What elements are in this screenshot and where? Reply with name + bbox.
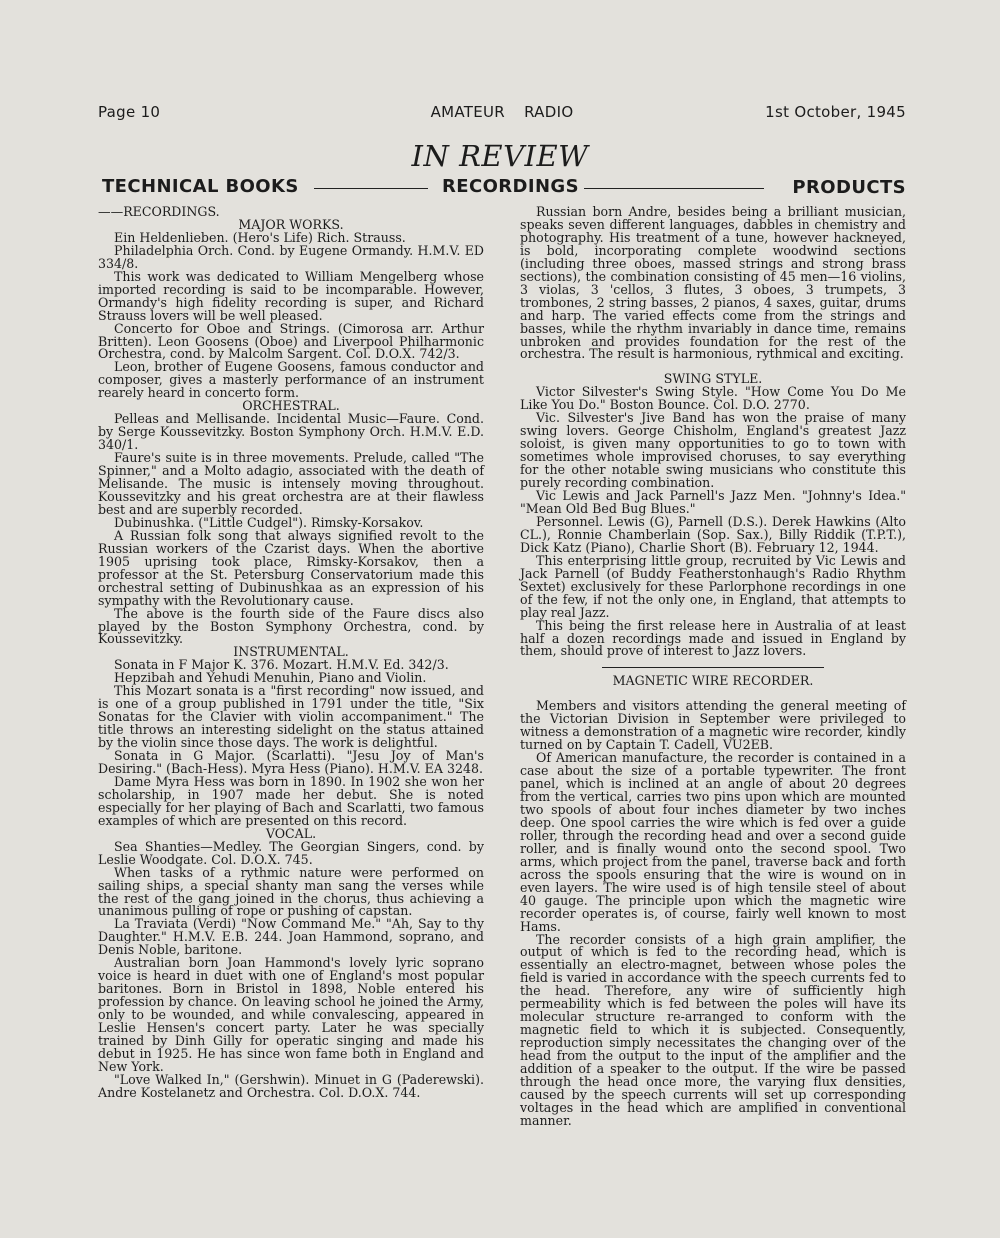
heading-vocal: VOCAL. [265,825,317,841]
heading-major-works: MAJOR WORKS. [238,216,344,232]
paragraph: The above is the fourth side of the Faure discs also played by the Boston Symphony Orchestra, cond. by Koussevitzky. [98,605,484,647]
paragraph: La Traviata (Verdi) "Now Command Me." "Ah, Say to thy Daughter." H.M.V. E.B. 244. Joan Hammond, soprano, and Denis Noble, baritone. [98,916,484,958]
paragraph: When tasks of a rythmic nature were performed on sailing ships, a special shanty man sang the verses while the rest of the gang joined in the chorus, thus achieving a unanimous pulling of rope or pushing of capstan. [98,864,484,919]
paragraph: Members and visitors attending the general meeting of the Victorian Division in September were privileged to witness a demonstration of a magnetic wire recorder, kindly turned on by Captain T. Cadell, VU2EB. [520,698,906,753]
paragraph: Hepzibah and Yehudi Menuhin, Piano and Violin. [114,670,427,686]
running-head [98,103,906,123]
heading-instrumental: INSTRUMENTAL. [233,644,349,660]
paragraph: Ein Heldenlieben. (Hero's Life) Rich. Strauss. [114,229,406,245]
paragraph: A Russian folk song that always signified revolt to the Russian workers of the Czarist days. When the abortive 1905 uprising took place, Rimsky-Korsakov, then a professor at the St. Petersburg Conservatorium made this orchestral setting of Dubinushkaa as an expression of his sympathy with the Revolutionary cause. [98,527,484,608]
paragraph: Of American manufacture, the recorder is contained in a case about the size of a portable typewriter. The front panel, which is inclined at an angle of about 20 degrees from the vertical, carries two pins upon which are mounted two spools of about four inches diameter by two inches deep. One spool carries the wire which is fed over a guide roller, through the recording head and over a second guide roller, and is finally wound onto the second spool. Two arms, which project from the panel, traverse back and forth across the spools ensuring that the wire is wound on in even layers. The wire used is of high tensile steel of about 40 gauge. The principle upon which the magnetic wire recorder operates is, of course, fairly well known to most Hams. [520,750,906,934]
paragraph: Leon, brother of Eugene Goosens, famous conductor and composer, gives a masterly performance of an instrument rearely heard in concerto form. [98,359,484,401]
banner-rule-right [584,188,764,189]
paragraph: "Love Walked In," (Gershwin). Minuet in G (Paderewski). Andre Kostelanetz and Orchestra. Col. D.O.X. 744. [98,1071,484,1100]
paragraph: Australian born Joan Hammond's lovely lyric soprano voice is heard in duet with one of England's most popular baritones. Born in Bristol in 1898, Noble entered his profession by chance. On leaving school he joined the Army, only to be wounded, and while convalescing, appeared in Leslie Hensen's concert party. Later he was specially trained by Dinh Gilly for operatic singing and made his debut in 1925. He has since won fame both in England and New York. [98,955,484,1074]
paragraph: The recorder consists of a high grain amplifier, the output of which is fed to the recording head, which is essentially an electro-magnet, between whose poles the field is varied in accordance with the speech currents fed to the head. Therefore, any wire of sufficiently high permeability which is fed between the poles will have its molecular structure re-arranged to conform with the magnetic field to which it is subjected. Consequently, reproduction simply necessitates the changing over of the head from the output to the input of the amplifier and the addition of a speaker to the output. If the wire be passed through the head once more, the varying flux densities, caused by the speech currents will set up corresponding voltages in the head which are amplified in conventional manner. [520,931,906,1128]
section-products: PRODUCTS [792,177,906,198]
heading-magnetic-wire-recorder: MAGNETIC WIRE RECORDER. [612,673,814,689]
page-number: Page 10 [98,103,161,121]
paragraph: Vic. Silvester's Jive Band has won the praise of many swing lovers. George Chisholm, England's greatest Jazz soloist, is given many opportunities to go to town with sometimes whole improvised choruses, to say everything for the other notable swing musicians who constitute this purely recording combination. [520,410,906,491]
section-banner [102,176,906,200]
paragraph: Faure's suite is in three movements. Prelude, called "The Spinner," and a Molto adagio, associated with the death of Melisande. The music is intensely moving throughout. Koussevitzky and his great orchestra are at their flawless best and are superbly recorded. [98,450,484,517]
right-column [520,206,906,1128]
paragraph: Concerto for Oboe and Strings. (Cimorosa arr. Arthur Britten). Leon Goosens (Oboe) and Liverpool Philharmonic Orchestra, cond. by Malcolm Sargent. Col. D.O.X. 742/3. [98,320,484,362]
paragraph: Russian born Andre, besides being a brilliant musician, speaks seven different languages, dabbles in chemistry and photography. His treatment of a tune, however hackneyed, is bold, incorporating complete woodwind sections (including three oboes, massed strings and strong brass sections), the combination consisting of 45 men—16 violins, 3 violas, 3 'cellos, 3 flutes, 3 oboes, 3 trumpets, 3 trombones, 2 string basses, 2 pianos, 4 saxes, guitar, drums and harp. The varied effects come from the strings and basses, while the rhythm invariably in dance time, remains unbroken and provides foundation for the rest of the orchestra. The result is harmonious, rythmical and exciting. [520,204,906,362]
paragraph: Dame Myra Hess was born in 1890. In 1902 she won her scholarship, in 1907 made her debut. She is noted especially for her playing of Bach and Scarlatti, two famous examples of which are presented on this record. [98,773,484,828]
paragraph: This enterprising little group, recruited by Vic Lewis and Jack Parnell (of Buddy Featherstonhaugh's Radio Rhythm Sextet) exclusively for these Parlorphone recordings in one of the few, if not the only one, in England, that attempts to play real Jazz. [520,552,906,620]
section-intro: ——RECORDINGS. [98,204,220,219]
magazine-title: AMATEUR RADIO [430,103,574,121]
issue-date: 1st October, 1945 [765,103,906,121]
paragraph: Personnel. Lewis (G), Parnell (D.S.). Derek Hawkins (Alto CL.), Ronnie Chamberlain (Sop. Sax.), Billy Riddik (T.P.T.), Dick Katz (Piano), Charlie Short (B). February 12, 1944. [520,513,906,555]
left-column [98,206,484,1100]
paragraph: This work was dedicated to William Mengelberg whose imported recording is said to be incomparable. However, Ormandy's high fidelity recording is super, and Richard Strauss lovers will be well pleased. [98,268,484,323]
paragraph: Sonata in G Major. (Scarlatti). "Jesu Joy of Man's Desiring." (Bach-Hess). Myra Hess (Piano). H.M.V. EA 3248. [98,748,484,776]
paragraph: Dubinushka. ("Little Cudgel"). Rimsky-Korsakov. [114,514,424,530]
banner-rule-left [314,188,428,189]
paragraph: This being the first release here in Australia of at least half a dozen recordings made and issued in England by them, should prove of interest to Jazz lovers. [520,617,906,659]
paragraph: Vic Lewis and Jack Parnell's Jazz Men. "Johnny's Idea." "Mean Old Bed Bug Blues." [520,488,906,516]
paragraph: Pelleas and Mellisande. Incidental Music—Faure. Cond. by Serge Koussevitzky. Boston Symphony Orch. H.M.V. E.D. 340/1. [98,411,484,453]
heading-swing-style: SWING STYLE. [663,371,763,387]
heading-orchestral: ORCHESTRAL. [242,398,340,414]
section-recordings: RECORDINGS [442,176,579,197]
paragraph: Sonata in F Major K. 376. Mozart. H.M.V. Ed. 342/3. [114,657,449,673]
paragraph: This Mozart sonata is a "first recording" now issued, and is one of a group published in 1791 under the title, "Six Sonatas for the Clavier with violin accompaniment." The title throws an interesting sidelight on the status attained by the violin since those days. The work is delightful. [98,683,484,751]
page-title: IN REVIEW [411,139,589,173]
paragraph: Sea Shanties—Medley. The Georgian Singers, cond. by Leslie Woodgate. Col. D.O.X. 745. [98,838,484,867]
section-technical-books: TECHNICAL BOOKS [102,176,299,197]
paragraph: Philadelphia Orch. Cond. by Eugene Ormandy. H.M.V. ED 334/8. [98,242,484,271]
section-divider [602,667,824,668]
paragraph: Victor Silvester's Swing Style. "How Come You Do Me Like You Do." Boston Bounce. Col. D.O. 2770. [520,384,906,413]
